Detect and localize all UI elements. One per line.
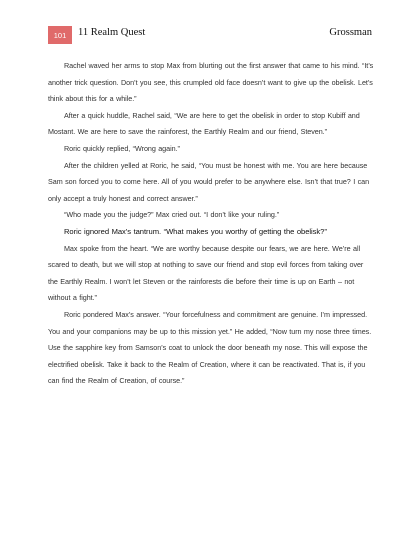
paragraph: “Who made you the judge?” Max cried out. “I don’t like your ruling.”	[64, 210, 280, 220]
author-name: Grossman	[329, 27, 372, 38]
paragraph: Roric ignored Max’s tantrum. “What makes you worthy of getting the obelisk?”	[64, 226, 327, 236]
book-title: 11 Realm Quest	[78, 27, 146, 38]
page-body	[48, 58, 374, 390]
paragraph: After a quick huddle, Rachel said, “We are here to get the obelisk in order to stop Kubiff and Mostant. We are here to save the rainforest, the Earthly Realm and our friend, Steven.”	[48, 110, 360, 137]
paragraph: Roric pondered Max’s answer. “Your forcefulness and commitment are genuine. I’m impressed. You and your companions may be up to this mission yet.” He added, “Now turn my nose three times. Use the sapphire key from Samson’s coat to unlock the door beneath my nose. This will expose the electrified obelisk. Take it back to the Realm of Creation, where it can be reactivated. That is, if you can find the Realm of Creation, of course.”	[48, 309, 372, 386]
paragraph: Rachel waved her arms to stop Max from blurting out the first answer that came to his mind. “It’s another trick question. Don’t you see, this crumpled old face doesn’t want to give up the obelisk. Let’s think about this for a while.”	[48, 61, 374, 104]
paragraph: After the children yelled at Roric, he said, “You must be honest with me. You are here because Sam son forced you to come here. All of you would prefer to be anywhere else. Isn’t that true? I can only accept a truly honest and correct answer.”	[48, 160, 370, 203]
paragraph: Max spoke from the heart. “We are worthy because despite our fears, we are here. We’re all scared to death, but we will stop at nothing to save our friend and stop evil forces from taking over the Earthly Realm. I won’t let Steven or the rainforests die before their time is up on Earth – not without a fight.”	[48, 243, 364, 303]
paragraph: Roric quickly replied, “Wrong again.”	[64, 143, 180, 153]
page-number-badge: 101	[48, 26, 72, 44]
